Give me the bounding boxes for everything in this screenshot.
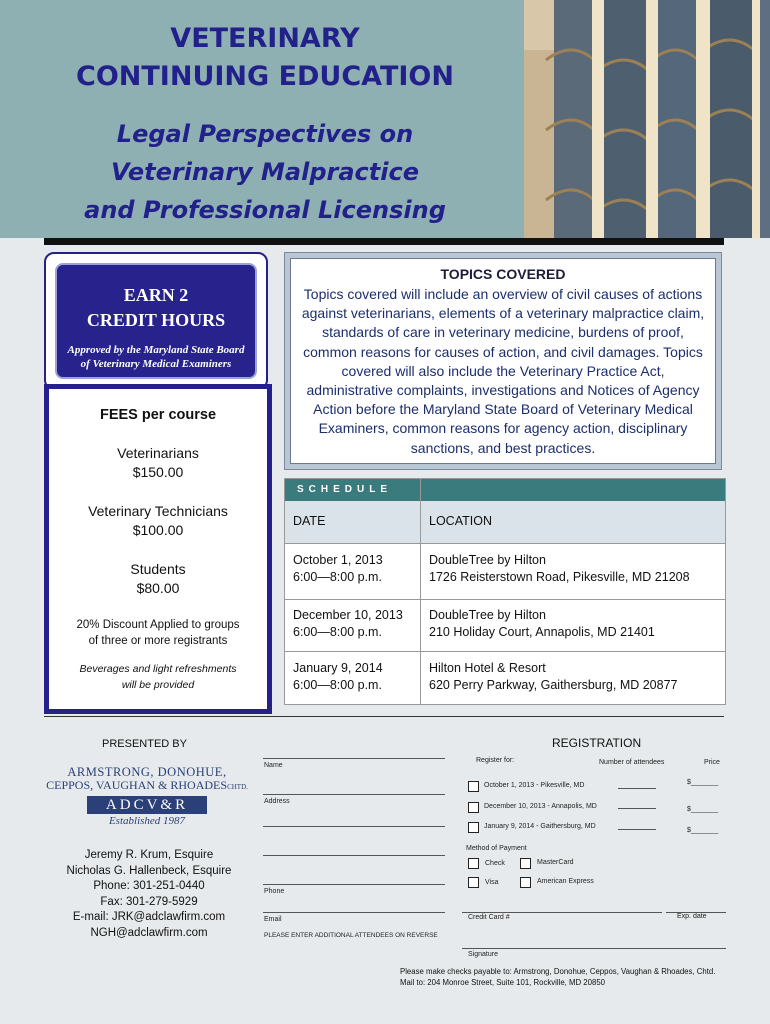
registration-title: REGISTRATION [552, 736, 642, 750]
row-date: December 10, 2013 [293, 608, 403, 622]
row-address: 210 Holiday Court, Annapolis, MD 21401 [429, 625, 655, 639]
row-time: 6:00—8:00 p.m. [293, 570, 382, 584]
credit-hours-box [44, 252, 268, 390]
checkbox-visa[interactable] [468, 877, 479, 888]
email-label: Email [264, 916, 282, 923]
earn-line-1: EARN 2 [123, 285, 189, 305]
exp-date-label: Exp. date [677, 913, 707, 920]
schedule-label: SCHEDULE [297, 484, 393, 495]
earn-line-2: CREDIT HOURS [86, 310, 226, 330]
price-label: Price [704, 759, 720, 766]
beverage-line-2: will be provided [121, 679, 195, 691]
firm-established: Established 1987 [108, 815, 186, 827]
firm-logo [44, 766, 250, 830]
email-field[interactable] [263, 912, 445, 913]
checkbox-amex[interactable] [520, 877, 531, 888]
row-time: 6:00—8:00 p.m. [293, 678, 382, 692]
row-address: 1726 Reisterstown Road, Pikesville, MD 21208 [429, 570, 690, 584]
contact-email-2: NGH@adclawfirm.com [90, 926, 208, 939]
subtitle-line-1: Legal Perspectives on [116, 120, 414, 148]
fee-vet-label: Veterinarians [117, 445, 199, 461]
bottom-divider [44, 716, 724, 717]
attendees-oct-field[interactable] [618, 788, 656, 789]
name-field[interactable] [263, 758, 445, 759]
discount-line-1: 20% Discount Applied to groups [76, 619, 240, 631]
subtitle-line-3: and Professional Licensing [84, 196, 446, 224]
additional-attendees-note: PLEASE ENTER ADDITIONAL ATTENDEES ON REVERSE [264, 932, 438, 939]
name-label: Name [264, 762, 283, 769]
contact-name-1: Jeremy R. Krum, Esquire [84, 849, 214, 861]
payable-note: Please make checks payable to: Armstrong, Donohue, Ceppos, Vaughan & Rhoades, Chtd. [400, 967, 716, 976]
credit-card-label: Credit Card # [468, 914, 510, 921]
mastercard-label: MasterCard [537, 859, 574, 866]
title-line-2: CONTINUING EDUCATION [76, 61, 454, 92]
presented-by-label: PRESENTED BY [102, 738, 187, 750]
phone-field[interactable] [263, 884, 445, 885]
fee-student-price: $80.00 [136, 580, 180, 596]
row-time: 6:00—8:00 p.m. [293, 625, 382, 639]
approved-line-2: of Veterinary Medical Examiners [80, 358, 232, 370]
row-date: January 9, 2014 [293, 661, 383, 675]
address-field-3[interactable] [263, 855, 445, 856]
row-venue: Hilton Hotel & Resort [429, 661, 546, 675]
option-jan-label: January 9, 2014 - Gaithersburg, MD [484, 823, 596, 830]
page-title [0, 20, 530, 96]
fee-student-label: Students [130, 561, 186, 577]
row-venue: DoubleTree by Hilton [429, 553, 546, 567]
page-subtitle [0, 115, 530, 229]
title-line-1: VETERINARY [170, 23, 360, 54]
approved-line-1: Approved by the Maryland State Board [67, 344, 245, 356]
price-dec-field[interactable]: $_______ [687, 806, 719, 813]
signature-field[interactable] [462, 948, 726, 949]
row-address: 620 Perry Parkway, Gaithersburg, MD 20877 [429, 678, 678, 692]
topics-body: Topics covered will include an overview of civil causes of actions against veterinarians, elements of a veterinary malpractice claim, standards of care in veterinary medicine, burdens of proof, common reasons for causes of action, and civil damages. Topics covered will also include the Veterinary Practice Act, administrative complaints, investigations and Notices of Agency Action before the Maryland State Board of Veterinary Medical Examiners, common reasons for agency action, disciplinary sanctions, and best practices. [301, 286, 705, 456]
fees-title: FEES per course [99, 407, 217, 423]
price-oct-field[interactable]: $_______ [687, 779, 719, 786]
visa-label: Visa [485, 879, 499, 886]
fee-tech-price: $100.00 [132, 522, 184, 538]
check-label: Check [485, 860, 505, 867]
topics-title: TOPICS COVERED [440, 266, 566, 282]
books-image [524, 0, 770, 238]
row-date: October 1, 2013 [293, 553, 383, 567]
option-dec-label: December 10, 2013 - Annapolis, MD [484, 803, 597, 810]
address-field[interactable] [263, 794, 445, 795]
amex-label: American Express [537, 878, 594, 885]
num-attendees-label: Number of attendees [599, 759, 665, 766]
signature-label: Signature [468, 951, 498, 958]
subtitle-line-2: Veterinary Malpractice [111, 158, 419, 186]
topics-box [284, 252, 722, 470]
schedule-column-header [285, 501, 725, 543]
table-row [285, 543, 725, 600]
price-jan-field[interactable]: $_______ [687, 827, 719, 834]
checkbox-dec[interactable] [468, 802, 479, 813]
firm-initials: ADCV&R [87, 796, 207, 814]
payment-method-label: Method of Payment [466, 845, 527, 852]
table-row [285, 651, 725, 705]
mail-note: Mail to: 204 Monroe Street, Suite 101, Rockville, MD 20850 [400, 978, 605, 987]
attendees-dec-field[interactable] [618, 808, 656, 809]
register-for-label: Register for: [476, 757, 515, 764]
checkbox-oct[interactable] [468, 781, 479, 792]
attendees-jan-field[interactable] [618, 829, 656, 830]
contact-name-2: Nicholas G. Hallenbeck, Esquire [66, 864, 232, 877]
address-field-2[interactable] [263, 826, 445, 827]
checkbox-check[interactable] [468, 858, 479, 869]
contact-email-1: E-mail: JRK@adclawfirm.com [72, 911, 226, 924]
option-oct-label: October 1, 2013 - Pikesville, MD [484, 782, 585, 789]
location-header: LOCATION [429, 514, 492, 528]
address-label: Address [264, 798, 290, 805]
checkbox-mastercard[interactable] [520, 858, 531, 869]
contact-phone: Phone: 301-251-0440 [93, 880, 205, 893]
checkbox-jan[interactable] [468, 822, 479, 833]
credit-card-field[interactable] [462, 912, 662, 913]
row-venue: DoubleTree by Hilton [429, 608, 546, 622]
fees-box [44, 384, 272, 714]
discount-line-2: of three or more registrants [88, 635, 228, 647]
firm-name-line-1: ARMSTRONG, DONOHUE, [67, 765, 227, 779]
fee-tech-label: Veterinary Technicians [88, 503, 228, 519]
header-divider [44, 238, 724, 245]
table-row [285, 599, 725, 652]
date-header: DATE [293, 514, 326, 528]
beverage-line-1: Beverages and light refreshments [79, 663, 237, 675]
schedule-table [284, 478, 726, 705]
firm-name-line-2: CEPPOS, VAUGHAN & RHOADESCHTD. [46, 778, 248, 792]
schedule-header-bar [285, 479, 725, 501]
contact-block [44, 848, 254, 942]
fee-vet-price: $150.00 [132, 464, 184, 480]
phone-label: Phone [264, 888, 285, 895]
contact-fax: Fax: 301-279-5929 [100, 895, 198, 908]
